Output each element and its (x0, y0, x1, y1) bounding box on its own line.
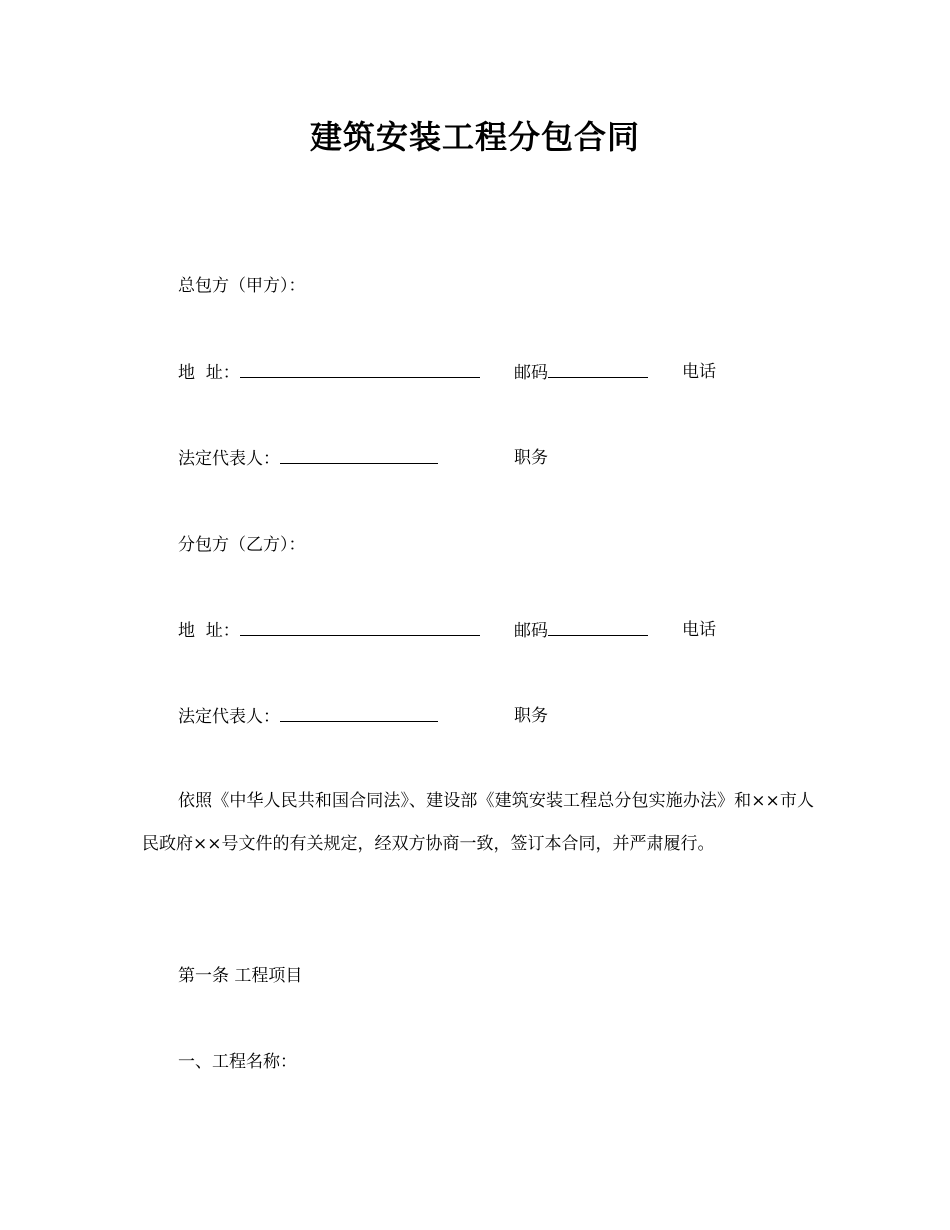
party-a-address-field[interactable] (240, 360, 480, 378)
party-a-postcode-row (514, 360, 648, 385)
party-a-position-label: 职务 (514, 448, 548, 468)
party-b-postcode-field[interactable] (548, 618, 648, 636)
party-a-legal-rep-field[interactable] (280, 446, 438, 464)
party-b-postcode-row (514, 618, 648, 643)
party-b-address-label: 地 址： (178, 621, 240, 641)
party-b-phone-label: 电话 (682, 620, 716, 640)
article-1-item-1: 一、工程名称： (178, 1052, 297, 1072)
party-b-legal-rep-field[interactable] (280, 704, 438, 722)
article-1-heading: 第一条 工程项目 (178, 966, 303, 986)
party-b-legal-rep-row (178, 704, 438, 729)
party-a-legal-rep-row (178, 446, 438, 471)
party-a-address-row (178, 360, 480, 385)
party-b-position-label: 职务 (514, 706, 548, 726)
party-a-postcode-label: 邮码 (514, 363, 548, 383)
party-b-postcode-label: 邮码 (514, 621, 548, 641)
party-a-heading: 总包方（甲方）： (178, 276, 306, 296)
party-b-heading: 分包方（乙方）： (178, 535, 306, 555)
preamble-paragraph: 依照《中华人民共和国合同法》、建设部《建筑安装工程总分包实施办法》和××市人民政府××号文件的有关规定，经双方协商一致，签订本合同，并严肃履行。 (142, 791, 814, 854)
party-a-postcode-field[interactable] (548, 360, 648, 378)
document-title: 建筑安装工程分包合同 (309, 118, 640, 156)
party-b-legal-rep-label: 法定代表人： (178, 707, 280, 727)
party-a-phone-label: 电话 (682, 362, 716, 382)
party-b-address-row (178, 618, 480, 643)
party-a-address-label: 地 址： (178, 363, 240, 383)
party-b-address-field[interactable] (240, 618, 480, 636)
party-a-legal-rep-label: 法定代表人： (178, 449, 280, 469)
